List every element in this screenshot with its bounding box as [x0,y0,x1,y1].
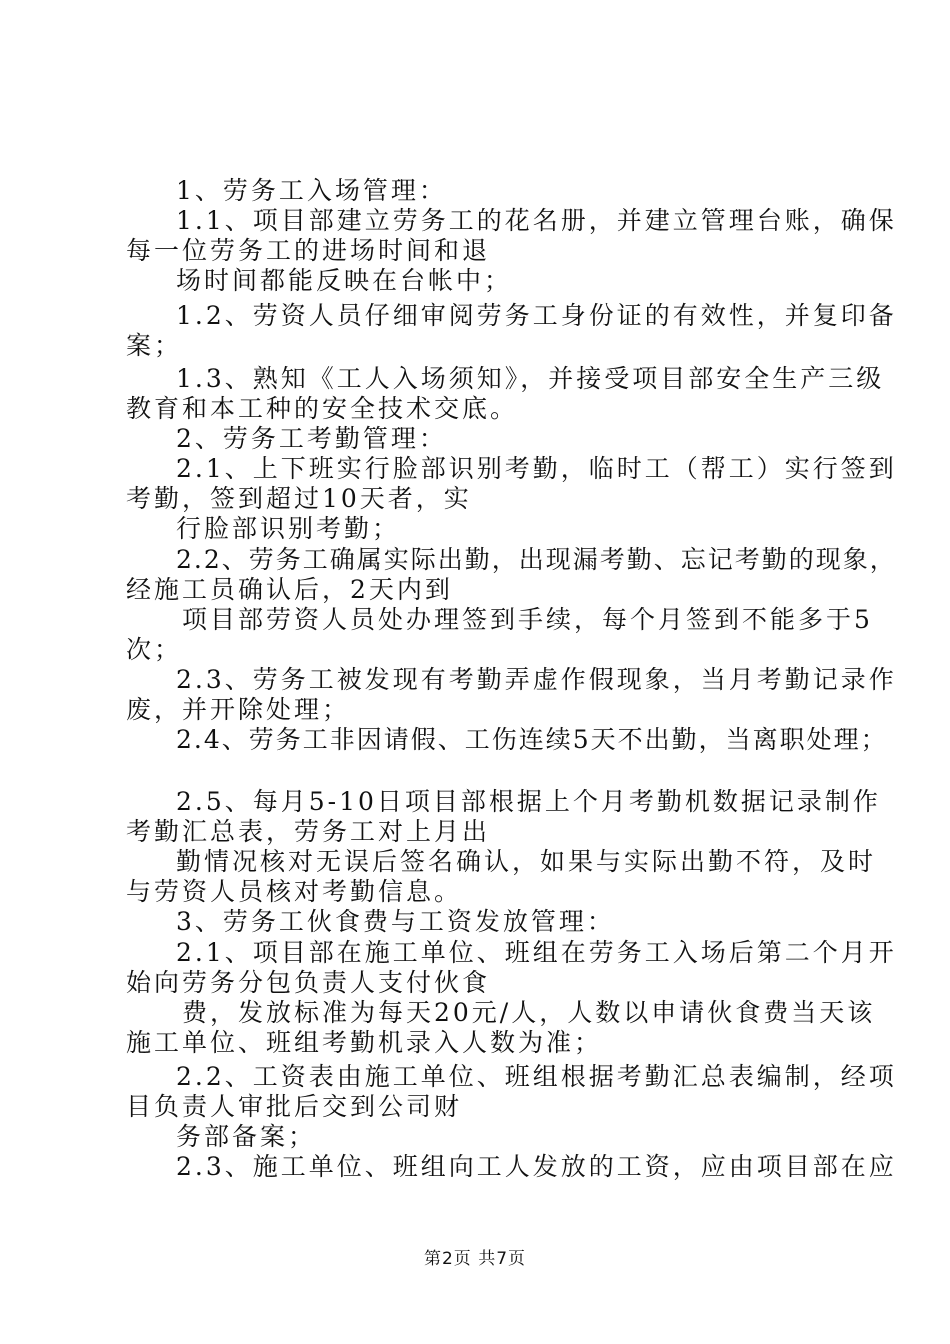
text-line: 2、劳务工考勤管理： [176,424,447,453]
text-line: 2.3、劳务工被发现有考勤弄虚作假现象，当月考勤记录作 [176,665,897,694]
text-line: 3、劳务工伙食费与工资发放管理： [176,907,615,936]
text-line: 考勤汇总表，劳务工对上月出 [126,817,491,846]
text-line: 案； [126,331,183,360]
text-line: 2.2、劳务工确属实际出勤，出现漏考勤、忘记考勤的现象， [176,545,897,574]
text-line: 经施工员确认后，2天内到 [126,575,453,604]
text-line: 1.1、项目部建立劳务工的花名册，并建立管理台账，确保 [176,206,897,235]
text-line: 行脸部识别考勤； [176,514,401,543]
text-line: 考勤，签到超过10天者，实 [126,484,472,513]
text-line: 1.2、劳资人员仔细审阅劳务工身份证的有效性，并复印备 [176,301,897,330]
text-line: 目负责人审批后交到公司财 [126,1092,463,1121]
text-line: 2.2、工资表由施工单位、班组根据考勤汇总表编制，经项 [176,1062,897,1091]
text-line: 教育和本工种的安全技术交底。 [126,394,519,423]
text-line: 次； [126,635,183,664]
text-line: 费，发放标准为每天20元/人，人数以申请伙食费当天该 [182,998,876,1027]
text-line: 项目部劳资人员处办理签到手续，每个月签到不能多于5 [182,605,873,634]
text-line: 始向劳务分包负责人支付伙食 [126,968,491,997]
text-line: 废，并开除处理； [126,695,351,724]
text-line: 2.1、项目部在施工单位、班组在劳务工入场后第二个月开 [176,938,897,967]
text-line: 1.3、熟知《工人入场须知》，并接受项目部安全生产三级 [176,364,885,393]
page-number-footer: 第2页 共7页 [423,1249,527,1269]
text-line: 2.1、上下班实行脸部识别考勤，临时工（帮工）实行签到 [176,454,897,483]
text-line: 务部备案； [176,1122,317,1151]
text-line: 场时间都能反映在台帐中； [176,266,513,295]
text-line: 2.4、劳务工非因请假、工伤连续5天不出勤，当离职处理； [176,725,888,754]
text-line: 与劳资人员核对考勤信息。 [126,877,463,906]
text-line: 1、劳务工入场管理： [176,176,447,205]
text-line: 勤情况核对无误后签名确认，如果与实际出勤不符，及时 [176,847,877,876]
text-line: 2.3、施工单位、班组向工人发放的工资，应由项目部在应 [176,1152,897,1181]
text-line: 每一位劳务工的进场时间和退 [126,236,491,265]
text-line: 施工单位、班组考勤机录入人数为准； [126,1028,603,1057]
text-line: 2.5、每月5-10日项目部根据上个月考勤机数据记录制作 [176,787,881,816]
